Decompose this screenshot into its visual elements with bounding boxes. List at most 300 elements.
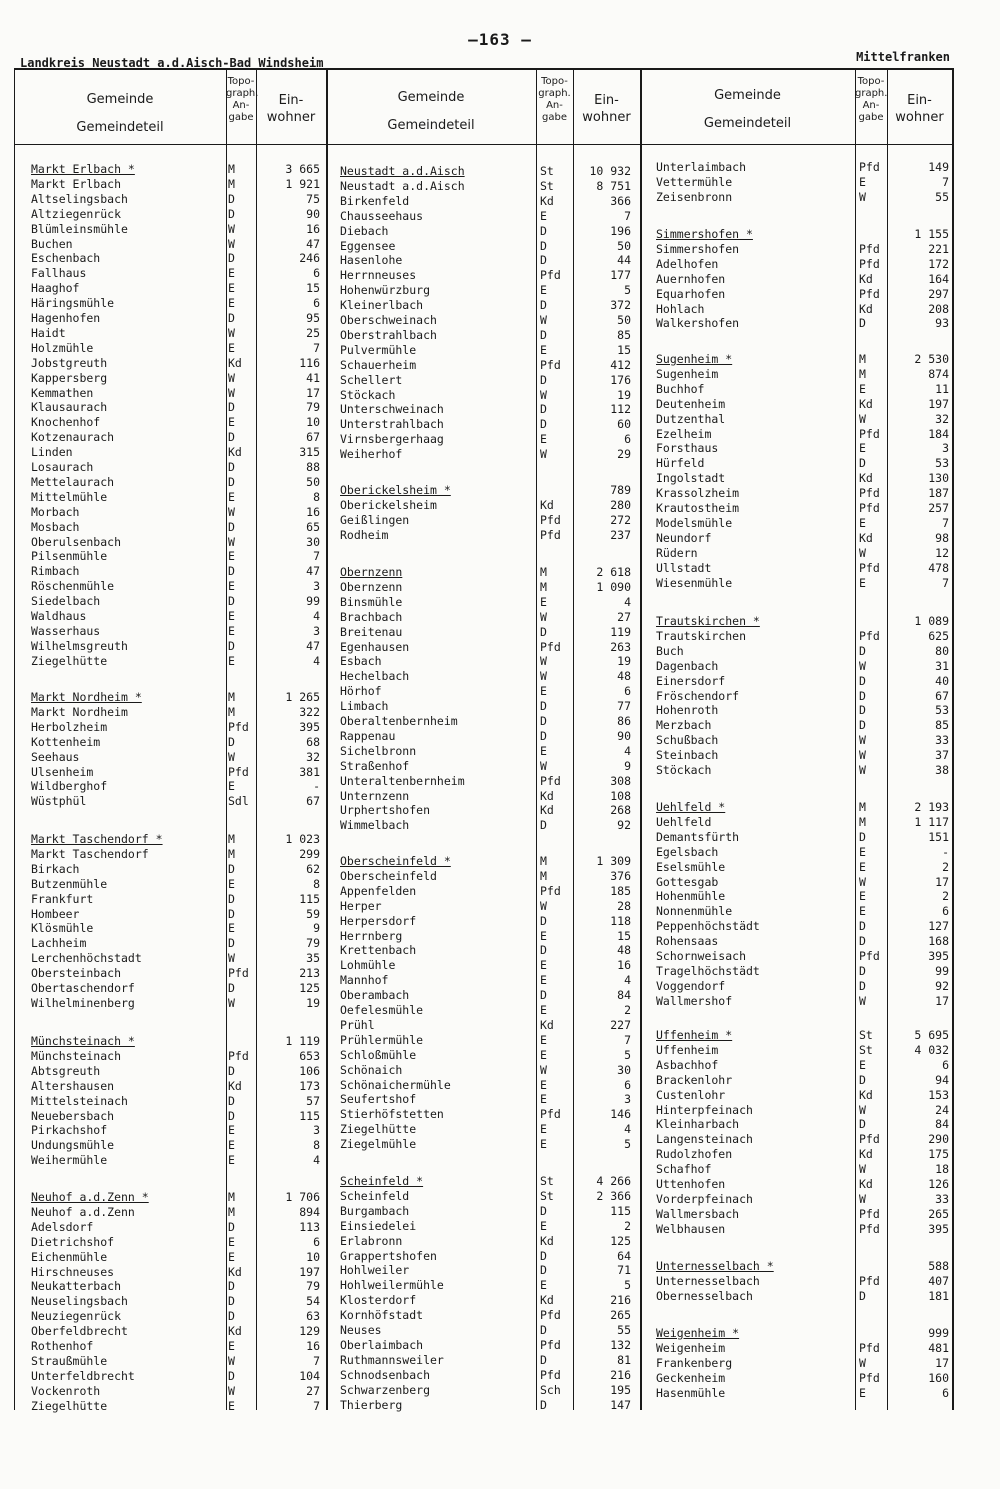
table-row [14, 227, 952, 242]
locality-name: Eichenmühle [31, 1249, 108, 1264]
topo-code: E [540, 928, 547, 943]
population-value: 53 [935, 456, 949, 471]
municipality-name: Weigenheim * [656, 1326, 740, 1340]
header-topo-line: An- [232, 100, 250, 111]
locality-name: Markt Taschendorf [31, 846, 149, 861]
locality-name: Chausseehaus [340, 208, 424, 223]
col-header-topo [536, 70, 573, 144]
table-row [14, 257, 952, 272]
topo-code: E [540, 432, 547, 447]
topo-code: W [228, 370, 235, 385]
topo-code: D [859, 934, 866, 949]
locality-name: Obernzenn [340, 579, 403, 594]
locality-name: Buch [656, 643, 684, 658]
topo-code: W [859, 545, 866, 560]
table-row [14, 748, 952, 763]
topo-code: M [228, 704, 235, 719]
topo-code: M [228, 846, 235, 861]
topo-code: Kd [859, 530, 873, 545]
table-row [14, 1341, 952, 1356]
population-value: 33 [935, 733, 949, 748]
population-value: 29 [617, 447, 631, 462]
col-header-einwohner [256, 70, 326, 144]
topo-code: D [228, 191, 235, 206]
locality-name: Brackenlohr [656, 1072, 733, 1087]
population-value: 93 [935, 316, 949, 331]
population-value: - [942, 844, 949, 859]
locality-name: Altershausen [31, 1078, 115, 1093]
topo-code: D [228, 638, 235, 653]
topo-code: Kd [540, 1233, 554, 1248]
population-value: 92 [617, 818, 631, 833]
municipality-name: Simmershofen * [656, 227, 753, 241]
topo-code: W [228, 749, 235, 764]
locality-name: Stöckach [656, 763, 712, 777]
header-topo-line: Topo- [857, 76, 885, 87]
topo-code: D [228, 1279, 235, 1294]
population-value: 16 [306, 1339, 320, 1353]
population-value: 395 [928, 1221, 949, 1236]
topo-code: E [540, 1077, 547, 1092]
header-topo [226, 76, 259, 124]
locality-name: Hohlach [656, 301, 705, 316]
topo-code: Kd [859, 396, 873, 411]
topo-code: D [540, 372, 547, 387]
table-row [14, 845, 952, 860]
topo-code: E [228, 1123, 235, 1138]
population-value: 6 [942, 904, 949, 919]
topo-code: Pfd [859, 486, 880, 501]
table-row [14, 471, 952, 486]
table-row [14, 763, 952, 778]
population-value: 17 [306, 385, 320, 400]
locality-name: Schönaichermühle [340, 1077, 451, 1092]
locality-name: Straußmühle [31, 1353, 108, 1368]
population-value: 30 [306, 534, 320, 549]
population-value: 299 [299, 846, 320, 861]
population-value: 789 [610, 483, 631, 497]
table-row [14, 190, 952, 205]
population-value: 246 [299, 251, 320, 266]
population-value: 37 [935, 748, 949, 763]
table-row [14, 964, 952, 979]
locality-name: Unteraltenbernheim [340, 773, 465, 788]
locality-name: Straßenhof [340, 758, 410, 773]
population-value: 90 [306, 206, 320, 221]
population-value: 197 [299, 1264, 320, 1279]
table-row [14, 302, 952, 317]
header-topo [536, 76, 573, 124]
locality-name: Lachheim [31, 936, 87, 951]
topo-code: D [228, 519, 235, 534]
municipality-name: Neustadt a.d.Aisch [340, 164, 465, 178]
topo-code: Kd [859, 301, 873, 316]
topo-code: W [540, 447, 547, 462]
population-value: 2 530 [914, 352, 949, 366]
topo-code: E [859, 515, 866, 530]
topo-code: D [540, 253, 547, 268]
table-row [14, 644, 952, 659]
locality-name: Unternzenn [340, 788, 410, 803]
locality-name: Erlabronn [340, 1233, 403, 1248]
population-value: 112 [610, 402, 631, 417]
topo-code: Pfd [228, 719, 249, 734]
locality-name: Auernhofen [656, 271, 726, 286]
population-value: 6 [624, 432, 631, 447]
table-row [14, 1103, 952, 1118]
population-value: 63 [306, 1309, 320, 1324]
population-value: 57 [306, 1093, 320, 1108]
topo-code: E [540, 743, 547, 758]
population-value: 125 [299, 981, 320, 995]
population-value: 62 [306, 861, 320, 876]
locality-name: Thierberg [340, 1397, 403, 1412]
table-row [14, 206, 952, 224]
locality-name: Hinterpfeinach [656, 1102, 753, 1117]
topo-code: W [859, 189, 866, 204]
locality-name: Geckenheim [656, 1370, 726, 1385]
population-value: 195 [610, 1382, 631, 1397]
population-value: 130 [928, 471, 949, 486]
table-row [14, 1147, 952, 1162]
topo-code: Pfd [859, 949, 880, 963]
locality-name: Ulsenheim [31, 764, 94, 779]
topo-code: Pfd [859, 256, 880, 271]
topo-code: W [859, 993, 866, 1008]
population-value: 221 [928, 241, 949, 256]
population-value: 2 618 [596, 565, 631, 579]
topo-code: D [228, 206, 235, 221]
locality-name: Esbach [340, 654, 382, 669]
population-value: 28 [617, 898, 631, 913]
topo-code: Pfd [540, 639, 561, 654]
topo-code: W [540, 609, 547, 624]
population-value: 160 [928, 1370, 949, 1385]
topo-code: D [859, 829, 866, 844]
population-value: 1 921 [285, 176, 320, 191]
topo-code: M [228, 176, 235, 191]
topo-code: Pfd [540, 773, 561, 788]
header-separator [14, 144, 954, 145]
locality-name: Hürfeld [656, 456, 705, 471]
topo-code: E [540, 283, 547, 298]
topo-code: E [540, 1218, 547, 1233]
topo-code: W [859, 1355, 866, 1370]
locality-name: Neustadt a.d.Aisch [340, 178, 465, 193]
locality-name: Losaurach [31, 460, 94, 474]
header-topo-line: graph. [226, 88, 259, 99]
population-value: 27 [617, 609, 631, 624]
population-value: 104 [299, 1368, 320, 1383]
locality-name: Oberfeldbrecht [31, 1324, 128, 1339]
population-value: 315 [299, 445, 320, 460]
locality-name: Rimbach [31, 564, 80, 579]
locality-name: Kornhöfstadt [340, 1308, 424, 1323]
municipality-name: Münchsteinach * [31, 1034, 135, 1048]
population-value: 4 [313, 653, 320, 668]
population-value: 98 [935, 530, 949, 545]
topo-code: E [859, 441, 866, 456]
population-value: 50 [617, 238, 631, 253]
population-value: 19 [617, 654, 631, 669]
locality-name: Schloßmühle [340, 1047, 417, 1062]
population-value: 894 [299, 1204, 320, 1219]
population-value: 4 [624, 594, 631, 609]
topo-code: D [859, 456, 866, 471]
topo-code: D [859, 703, 866, 718]
table-row [14, 352, 952, 367]
locality-name: Diebach [340, 223, 389, 238]
header-gemeindeteil: Gemeindeteil [76, 120, 164, 135]
table-row [14, 1058, 952, 1073]
topo-code: E [859, 859, 866, 874]
topo-code: W [228, 995, 235, 1010]
locality-name: Mosbach [31, 519, 80, 534]
topo-code: W [540, 313, 547, 327]
locality-name: Röschenmühle [31, 579, 115, 594]
table-row [14, 674, 952, 689]
locality-name: Simmershofen [656, 241, 740, 256]
topo-code: E [228, 876, 235, 891]
topo-code: D [228, 400, 235, 415]
topo-code: Kd [540, 497, 554, 512]
locality-name: Rudolzhofen [656, 1147, 733, 1162]
topo-code: D [540, 1248, 547, 1263]
locality-name: Asbachhof [656, 1057, 719, 1072]
locality-name: Hohenroth [656, 703, 719, 718]
locality-name: Waldhaus [31, 609, 87, 623]
locality-name: Klosterdorf [340, 1293, 417, 1308]
locality-name: Siedelbach [31, 594, 101, 609]
topo-code: D [859, 673, 866, 688]
population-value: 237 [610, 527, 631, 542]
table-row [14, 516, 952, 531]
topo-code: E [540, 684, 547, 699]
population-value: 84 [617, 988, 631, 1003]
locality-name: Kemmathen [31, 385, 94, 400]
topo-code: Kd [859, 1177, 873, 1191]
table-row [14, 860, 952, 875]
population-table [14, 68, 954, 1413]
population-value: 3 [624, 1092, 631, 1107]
locality-name: Oefelesmühle [340, 1003, 424, 1017]
population-value: 7 [624, 1032, 631, 1047]
locality-name: Schußbach [656, 733, 719, 748]
topo-code: E [859, 575, 866, 590]
topo-code: E [859, 904, 866, 919]
topo-code: St [859, 1042, 873, 1057]
population-value: 40 [935, 673, 949, 688]
locality-name: Wüstphül [31, 794, 87, 809]
locality-name: Ziegelhütte [31, 653, 108, 668]
topo-code: Pfd [859, 1132, 880, 1147]
locality-name: Frankfurt [31, 891, 94, 906]
topo-code: Pfd [228, 966, 249, 981]
table-row [14, 629, 952, 644]
topo-code: D [228, 734, 235, 749]
population-value: 216 [610, 1293, 631, 1308]
locality-name: Schornweisach [656, 949, 747, 963]
locality-name: Linden [31, 445, 73, 460]
population-value: 6 [942, 1057, 949, 1072]
topo-code: E [228, 296, 235, 311]
header-gemeindeteil: Gemeindeteil [703, 116, 792, 131]
topo-code: W [228, 236, 235, 251]
population-value: 60 [617, 417, 631, 432]
header-topo-line: Topo- [541, 76, 568, 87]
topo-code: W [228, 504, 235, 519]
population-value: 48 [617, 943, 631, 958]
topo-code: D [540, 327, 547, 342]
topo-code: E [859, 381, 866, 396]
locality-name: Münchsteinach [31, 1048, 122, 1063]
topo-code: Kd [228, 1324, 242, 1339]
topo-code: D [540, 1203, 547, 1218]
topo-code: Kd [540, 1293, 554, 1308]
topo-code: E [540, 1137, 547, 1152]
topo-code: Pfd [859, 286, 880, 301]
table-row [14, 501, 952, 516]
topo-code: E [540, 1122, 547, 1137]
locality-name: Seufertshof [340, 1092, 417, 1107]
population-value: 184 [928, 426, 949, 441]
topo-code: M [228, 1190, 235, 1204]
population-value: 395 [299, 719, 320, 734]
population-value: 27 [306, 1383, 320, 1398]
population-value: 113 [299, 1219, 320, 1234]
population-value: 7 [942, 515, 949, 530]
topo-code: D [228, 564, 235, 579]
locality-name: Ezelheim [656, 426, 712, 441]
locality-name: Limbach [340, 699, 389, 714]
locality-name: Neuziegenrück [31, 1309, 122, 1324]
table-row [14, 456, 952, 471]
population-value: 9 [624, 758, 631, 773]
table-row [14, 175, 952, 190]
municipality-name: Trautskirchen * [656, 614, 760, 628]
locality-name: Hohlweilermühle [340, 1278, 444, 1293]
table-row [14, 1274, 952, 1289]
population-value: 2 [942, 889, 949, 904]
col-header-einwohner [573, 70, 640, 144]
topo-code: Pfd [859, 560, 880, 575]
population-value: 6 [942, 1385, 949, 1400]
topo-code: D [540, 699, 547, 714]
locality-name: Appenfelden [340, 883, 417, 898]
population-value: 6 [624, 1077, 631, 1092]
topo-code: M [859, 352, 866, 366]
topo-code: D [228, 1063, 235, 1078]
population-value: 5 [624, 1278, 631, 1293]
locality-name: Jobstgreuth [31, 355, 108, 370]
locality-name: Birkenfeld [340, 193, 410, 208]
locality-name: Gottesgab [656, 874, 719, 889]
topo-code: Pfd [859, 1340, 880, 1355]
topo-code: M [228, 1204, 235, 1219]
table-row [14, 994, 952, 1009]
table-row [14, 1259, 952, 1274]
locality-name: Stierhöfstetten [340, 1107, 444, 1122]
population-value: 216 [610, 1367, 631, 1382]
population-value: 187 [928, 486, 949, 501]
topo-code: E [228, 779, 235, 794]
table-row [14, 614, 952, 629]
table-row [14, 800, 952, 815]
population-value: 5 [624, 1047, 631, 1062]
locality-name: Weihermühle [31, 1153, 108, 1168]
topo-code: Kd [228, 1078, 242, 1093]
population-value: 146 [610, 1107, 631, 1122]
population-value: 653 [299, 1048, 320, 1063]
municipality-name: Uffenheim * [656, 1028, 733, 1042]
table-row [14, 160, 952, 175]
topo-code: W [540, 654, 547, 669]
locality-name: Holzmühle [31, 340, 94, 355]
locality-name: Lerchenhöchstadt [31, 951, 142, 966]
topo-code: E [859, 889, 866, 904]
population-value: 1 089 [914, 614, 949, 628]
locality-name: Herpersdorf [340, 913, 417, 928]
header-einwohner-line: wohner [266, 110, 316, 125]
population-value: 268 [610, 803, 631, 818]
population-value: 15 [617, 342, 631, 357]
header-topo-line: An- [862, 100, 880, 111]
population-value: 6 [313, 296, 320, 311]
locality-name: Markt Nordheim [31, 704, 128, 719]
population-value: 1 090 [596, 579, 631, 594]
locality-name: Oberickelsheim [340, 497, 437, 512]
topo-code: D [228, 891, 235, 906]
topo-code: D [859, 1288, 866, 1303]
locality-name: Welbhausen [656, 1221, 726, 1236]
topo-code: D [228, 936, 235, 951]
population-value: 147 [610, 1397, 631, 1412]
table-row [14, 441, 952, 456]
topo-code: E [540, 594, 547, 609]
locality-name: Weigenheim [656, 1340, 726, 1355]
locality-name: Voggendorf [656, 978, 726, 993]
topo-code: D [228, 460, 235, 474]
population-value: 115 [299, 1108, 320, 1123]
topo-code: E [228, 489, 235, 504]
population-value: 68 [306, 734, 320, 749]
locality-name: Herbolzheim [31, 719, 108, 734]
topo-code: W [228, 1383, 235, 1398]
col-header-gemeinde [326, 70, 536, 144]
locality-name: Scheinfeld [340, 1188, 410, 1203]
topo-code: W [540, 669, 547, 684]
population-value: 372 [610, 298, 631, 313]
population-value: 79 [306, 400, 320, 415]
locality-name: Neuebersbach [31, 1108, 115, 1123]
population-value: 297 [928, 286, 949, 301]
population-value: 35 [306, 951, 320, 966]
topo-code: Pfd [228, 764, 249, 779]
locality-name: Virnsbergerhaag [340, 432, 444, 447]
locality-name: Eggensee [340, 238, 396, 253]
col-header-einwohner [887, 70, 952, 144]
population-value: 12 [935, 545, 949, 560]
population-value: 9 [313, 921, 320, 936]
topo-code: Pfd [540, 357, 561, 372]
header-gemeinde: Gemeinde [397, 90, 465, 105]
topo-code: D [228, 1108, 235, 1123]
locality-name: Oberaltenbernheim [340, 714, 458, 728]
locality-name: Vettermühle [656, 174, 733, 189]
topo-code: D [228, 1294, 235, 1309]
population-value: 108 [610, 788, 631, 803]
locality-name: Oberambach [340, 988, 410, 1003]
